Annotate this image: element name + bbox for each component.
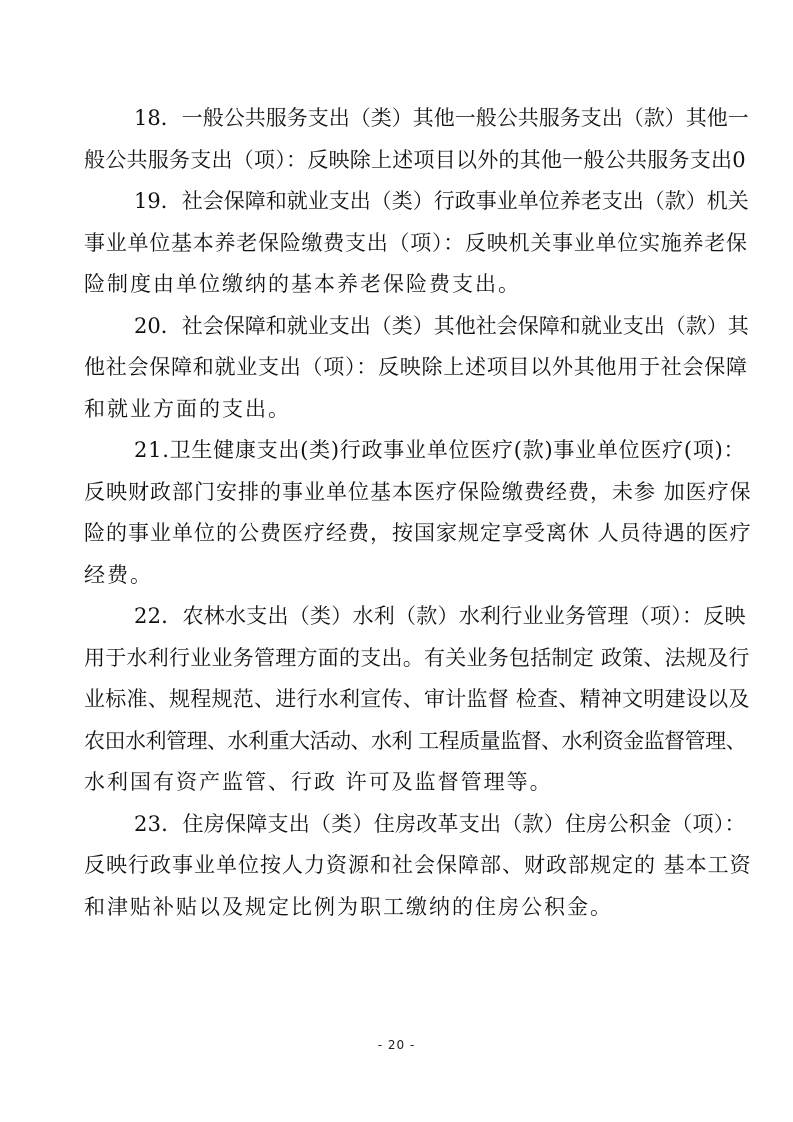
text-line: 险的事业单位的公费医疗经费，按国家规定享受离休 人员待遇的医疗 [84,521,752,545]
paragraph-21 [84,430,752,596]
text-line: 水利国有资产监管、行政 许可及监督管理等。 [84,770,553,794]
text-line: 业标准、规程规范、进行水利宣传、审计监督 检查、精神文明建设以及 [84,687,750,711]
page-number: - 20 - [377,1038,416,1052]
text-line: 他社会保障和就业支出（项）：反映除上述项目以外其他用于社会保障 [84,355,748,379]
text-line: 21.卫生健康支出(类)行政事业单位医疗(款)事业单位医疗(项)： [134,438,746,462]
paragraph-20 [84,306,752,431]
text-line: 险制度由单位缴纳的基本养老保险费支出。 [84,272,521,296]
text-line: 反映财政部门安排的事业单位基本医疗保险缴费经费，未参 加医疗保 [84,479,752,504]
text-line: 经费。 [84,562,153,587]
text-line: 用于水利行业业务管理方面的支出。有关业务包括制定 政策、法规及行 [84,645,750,670]
paragraph-18 [84,98,752,181]
text-line: 23．住房保障支出（类）住房改革支出（款）住房公积金（项）： [134,811,746,836]
text-line: 19．社会保障和就业支出（类）行政事业单位养老支出（款）机关 [134,189,749,213]
text-line: 农田水利管理、水利重大活动、水利 工程质量监督、水利资金监督管理、 [84,728,747,753]
text-line: 般公共服务支出（项）：反映除上述项目以外的其他一般公共服务支出0 [84,147,746,172]
paragraph-22 [84,596,752,804]
text-line: 20．社会保障和就业支出（类）其他社会保障和就业支出（款）其 [134,313,749,338]
text-line: 反映行政事业单位按人力资源和社会保障部、财政部规定的 基本工资 [84,853,752,877]
text-line: 事业单位基本养老保险缴费支出（项）：反映机关事业单位实施养老保 [84,230,748,255]
document-body [84,98,752,928]
text-line: 18．一般公共服务支出（类）其他一般公共服务支出（款）其他一 [134,106,749,130]
text-line: 和津贴补贴以及规定比例为职工缴纳的住房公积金。 [84,894,613,919]
paragraph-19 [84,181,752,306]
text-line: 22．农林水支出（类）水利（款）水利行业业务管理（项）：反映 [134,604,746,628]
paragraph-23 [84,804,752,929]
text-line: 和就业方面的支出。 [84,396,291,421]
